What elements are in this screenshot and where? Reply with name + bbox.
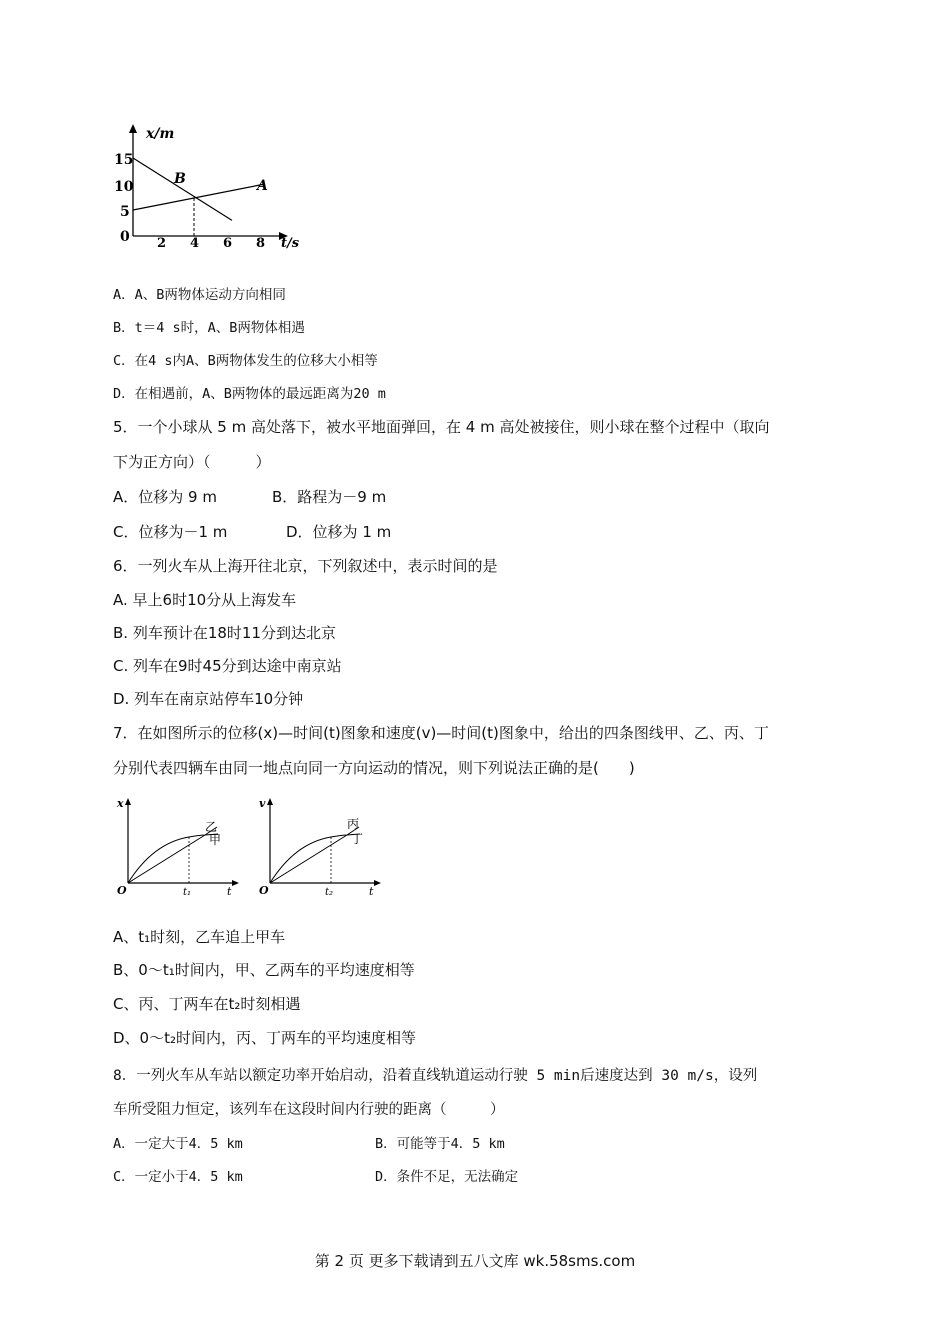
q6-option-a: A. 早上6时10分从上海发车 [113,591,297,609]
y-axis-label: v [259,797,266,810]
y-tick-0: 0 [120,229,130,245]
q4-option-a: A．A、B两物体运动方向相同 [113,287,286,303]
q6-option-c: C. 列车在9时45分到达途中南京站 [113,657,342,675]
q8-option-d: D．条件不足，无法确定 [375,1169,519,1185]
origin-label: O [117,884,127,897]
origin-label: O [259,884,269,897]
q7-option-b: B、0～t₁时间内，甲、乙两车的平均速度相等 [113,961,415,979]
curve-label-yi: 乙 [205,820,218,834]
q8-stem-line2: 车所受阻力恒定，该列车在这段时间内行驶的距离（ ） [113,1102,505,1118]
x-tick-8: 8 [256,236,266,250]
series-label-a: A [257,178,268,194]
q5-option-c: C．位移为－1 m [113,523,228,541]
curve-label-jia: 甲 [209,833,222,847]
q7-vt-graph [255,795,385,900]
q7-xt-graph [113,795,243,900]
q5-option-a: A．位移为 9 m [113,488,217,506]
curve-label-ding: 丁 [351,832,364,846]
y-axis-label: x [117,797,124,810]
q7-option-c: C、丙、丁两车在t₂时刻相遇 [113,995,301,1013]
x-axis-label: t/s [281,236,300,250]
x-axis-label: t [369,885,374,898]
curve-label-bing: 丙 [347,817,360,831]
q8-option-b: B．可能等于4．5 km [375,1136,505,1152]
q5-stem-line1: 5．一个小球从 5 m 高处落下，被水平地面弹回，在 4 m 高处被接住，则小球在整个过程中（取向 [113,418,770,436]
y-axis-label: x/m [146,126,175,142]
q6-option-b: B. 列车预计在18时11分到达北京 [113,624,337,642]
q7-stem-line2: 分别代表四辆车由同一地点向同一方向运动的情况，则下列说法正确的是( ) [113,759,635,777]
q8-option-c: C．一定小于4．5 km [113,1169,243,1185]
t2-label: t₂ [325,887,334,898]
series-label-b: B [174,171,186,187]
t1-label: t₁ [183,887,192,898]
q5-stem-line2: 下为正方向）（ ） [113,453,271,471]
y-tick-15: 15 [114,152,134,168]
curve-jia-curve [128,834,218,883]
y-axis-arrow [125,798,131,805]
page-footer: 第 2 页 更多下载请到五八文库 wk.58sms.com [314,1252,636,1270]
y-tick-5: 5 [120,204,130,220]
q7-option-a: A、t₁时刻，乙车追上甲车 [113,928,286,946]
curve-yi-line [128,835,205,883]
q5-option-b: B．路程为－9 m [272,488,387,506]
x-axis-arrow [374,880,381,886]
xt-graph-ab [110,118,310,250]
x-tick-4: 4 [190,236,200,250]
y-axis-arrow [129,124,137,133]
y-axis-arrow [267,798,273,805]
q7-option-d: D、0～t₂时间内，丙、丁两车的平均速度相等 [113,1029,416,1047]
q8-option-a: A．一定大于4．5 km [113,1136,243,1152]
x-tick-6: 6 [223,236,233,250]
series-line-b [133,158,232,220]
q4-option-d: D．在相遇前，A、B两物体的最远距离为20 m [113,386,386,402]
q7-stem-line1: 7．在如图所示的位移(x)—时间(t)图象和速度(v)—时间(t)图象中，给出的四条图线甲、乙、丙、丁 [113,724,769,742]
q5-option-d: D．位移为 1 m [286,523,392,541]
curve-bing-line [270,835,347,883]
x-tick-2: 2 [157,236,167,250]
q4-option-c: C．在4 s内A、B两物体发生的位移大小相等 [113,353,378,369]
y-tick-10: 10 [114,179,134,195]
series-line-a [133,184,265,210]
q4-option-b: B．t＝4 s时，A、B两物体相遇 [113,320,305,336]
x-axis-label: t [227,885,232,898]
q6-option-d: D. 列车在南京站停车10分钟 [113,690,304,708]
q8-stem-line1: 8．一列火车从车站以额定功率开始启动，沿着直线轨道运动行驶 5 min后速度达到 30 m/s，设列 [113,1068,758,1084]
q6-stem: 6．一列火车从上海开往北京，下列叙述中，表示时间的是 [113,557,498,575]
curve-ding-curve [270,834,360,883]
x-axis-arrow [232,880,239,886]
